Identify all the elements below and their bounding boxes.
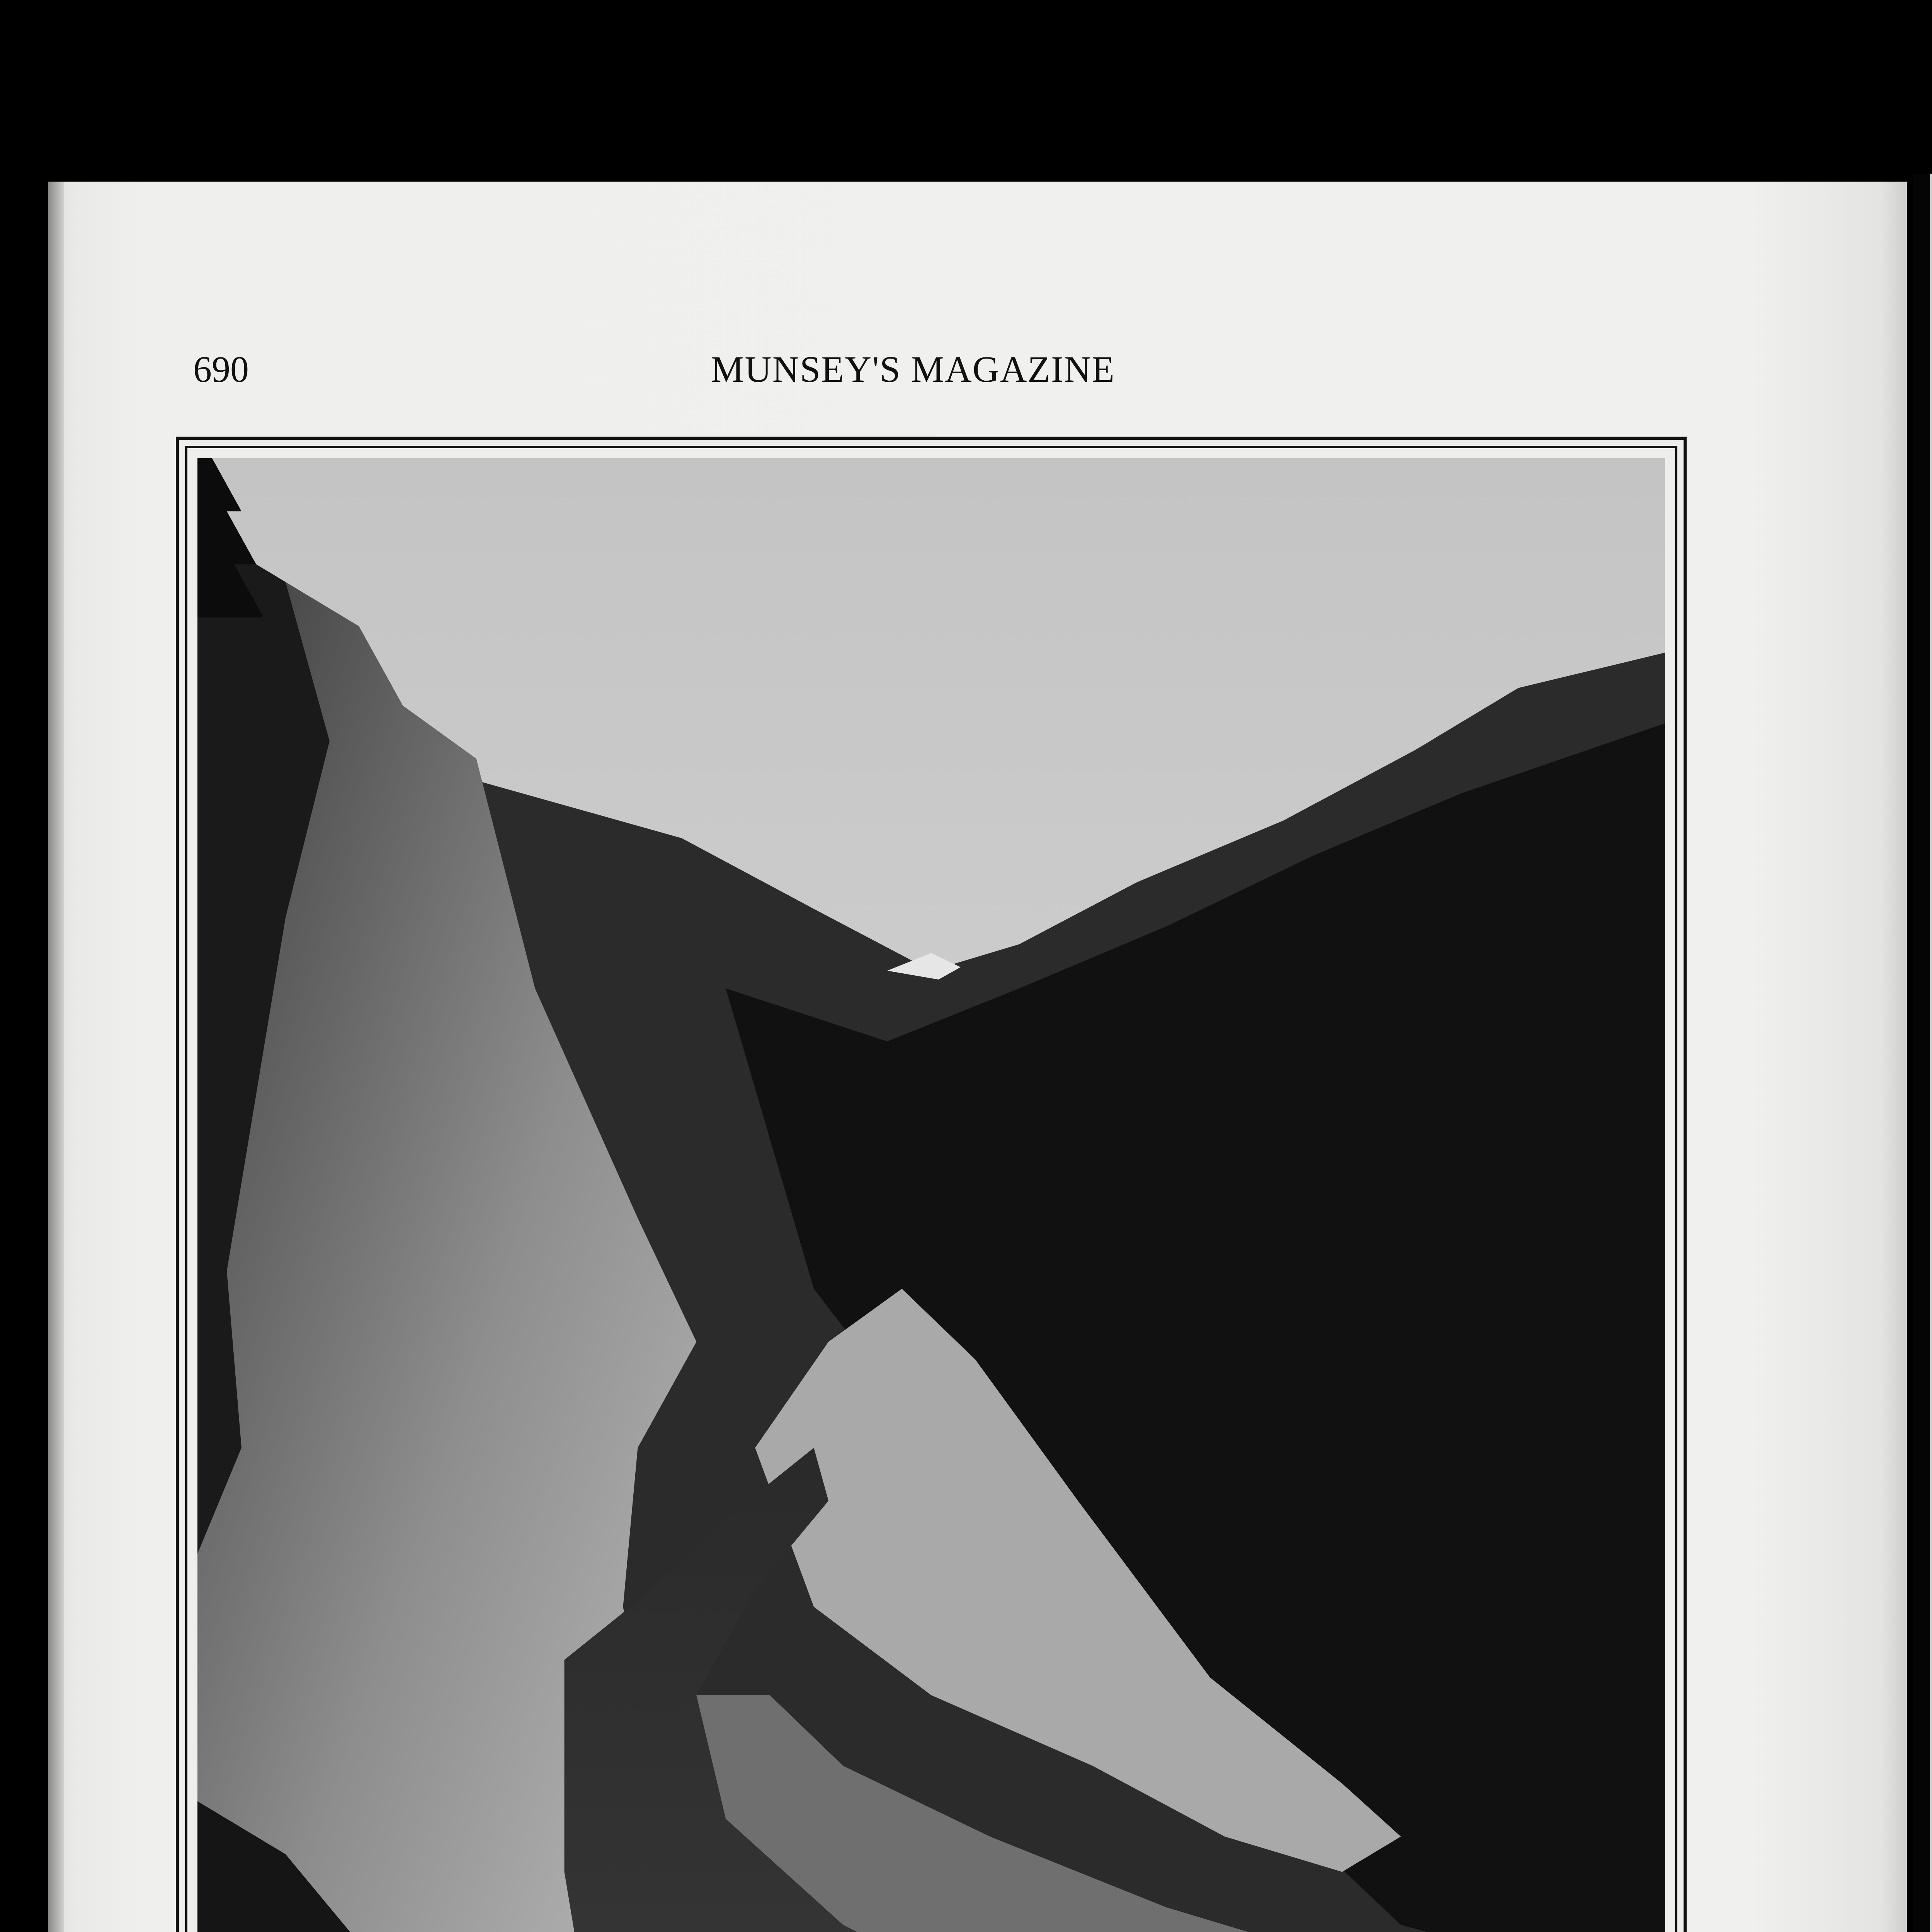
page-gutter <box>1913 174 1930 1932</box>
mountain-road-photo <box>197 458 1665 1932</box>
magazine-title: MUNSEY'S MAGAZINE <box>711 349 1115 390</box>
spine-shadow <box>48 182 64 1932</box>
photo-frame-inner <box>185 446 1677 1932</box>
page-number: 690 <box>193 349 249 390</box>
photo-frame <box>176 437 1687 1932</box>
next-page-strip <box>1930 174 1932 1932</box>
